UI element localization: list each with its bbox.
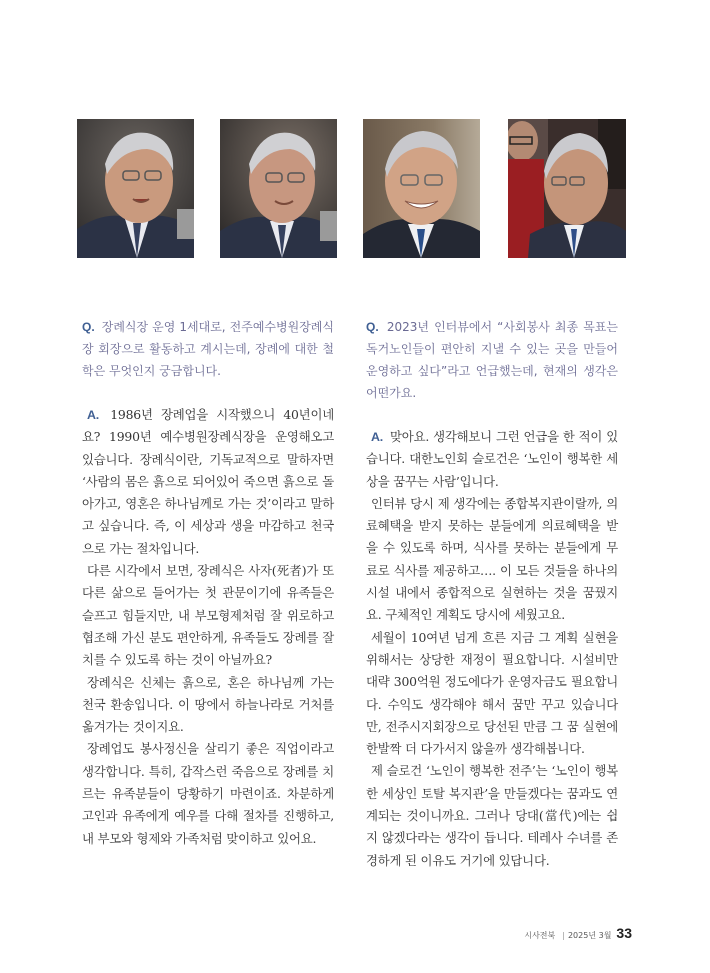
question-2-text: 2023년 인터뷰에서 “사회봉사 최종 목표는 독거노인들이 편안히 지낼 수 있는 곳을 만들어 운영하고 싶다”라고 언급했는데, 현재의 생각은 어떤가요. bbox=[366, 320, 618, 400]
question-1-text: 장례식장 운영 1세대로, 전주예수병원장례식장 회장으로 활동하고 계시는데, 장례에 대한 철학은 무엇인지 궁금합니다. bbox=[82, 320, 334, 378]
q-label: Q. bbox=[366, 320, 379, 334]
answer-2-paragraph bbox=[366, 493, 618, 627]
answer-2-paragraph bbox=[366, 627, 618, 761]
question-1 bbox=[82, 316, 334, 382]
q-label: Q. bbox=[82, 320, 95, 334]
answer-2-text: 제 슬로건 ‘노인이 행복한 전주’는 ‘노인이 행복한 세상인 토탈 복지관’을 만들겠다는 꿈과도 연계되는 것이니까요. 그러나 당대(當代)에는 쉽지 않겠다라는 생각이 듭니다. 테레사 수녀를 존경하게 된 이유도 거기에 있답니다. bbox=[366, 763, 618, 868]
a-label: A. bbox=[371, 430, 383, 444]
question-2 bbox=[366, 316, 618, 404]
answer-1-text: 장례업도 봉사정신을 살리기 좋은 직업이라고 생각합니다. 특히, 갑작스런 죽음으로 장례를 치르는 유족분들이 당황하기 마련이죠. 차분하게 고인과 유족에게 예우를 다해 절차를 진행하고, 내 부모와 형제와 가족처럼 맞이하고 있어요. bbox=[82, 741, 334, 846]
answer-2-paragraph bbox=[366, 426, 618, 493]
answer-1-text: 장례식은 신체는 흙으로, 혼은 하나님께 가는 천국 환송입니다. 이 땅에서 하늘나라로 거처를 옮겨가는 것이지요. bbox=[82, 674, 334, 735]
page-number: 33 bbox=[616, 925, 632, 941]
answer-1-paragraph bbox=[82, 672, 334, 739]
photo-profile bbox=[508, 119, 626, 258]
photo-smiling bbox=[363, 119, 480, 258]
issue-date: 2025년 3월 bbox=[567, 931, 612, 940]
interview-column-left bbox=[82, 316, 334, 850]
answer-1-paragraph bbox=[82, 560, 334, 671]
photo-speaking-1 bbox=[77, 119, 194, 258]
answer-2-text: 세월이 10여년 넘게 흐른 지금 그 계획 실현을 위해서는 상당한 재정이 필요합니다. 시설비만 대략 300억원 정도에다가 운영자금도 필요합니다. 수익도 생각해야 해서 꿈만 꾸고 있습니다만, 전주시지회장으로 당선된 만큼 그 꿈 실현에 한발짝 더 다가서지 않을까 생각해봅니다. bbox=[366, 629, 618, 757]
page-footer bbox=[524, 925, 632, 941]
answer-1-text: 1986년 장례업을 시작했으니 40년이네요? 1990년 예수병원장례식장을 운영해오고 있습니다. 장례식이란, 기독교적으로 말하자면 ‘사람의 몸은 흙으로 되어있어 죽으면 흙으로 돌아가고, 영혼은 하나님께로 가는 것’이라고 말하고 싶습니다. 즉, 이 세상과 생을 마감하고 천국으로 가는 절차입니다. bbox=[82, 407, 334, 556]
photo-speaking-2 bbox=[220, 119, 337, 258]
answer-1-paragraph bbox=[82, 404, 334, 560]
magazine-name: 시사전북 bbox=[524, 931, 556, 940]
answer-2-paragraph bbox=[366, 760, 618, 871]
footer-divider: | bbox=[562, 931, 565, 940]
answer-1-paragraph bbox=[82, 738, 334, 849]
answer-2-text: 맞아요. 생각해보니 그런 언급을 한 적이 있습니다. 대한노인회 슬로건은 ‘노인이 행복한 세상을 꿈꾸는 사람’입니다. bbox=[366, 429, 618, 489]
answer-2-text: 인터뷰 당시 제 생각에는 종합복지관이랄까, 의료혜택을 받지 못하는 분들에게 의료혜택을 받을 수 있도록 하며, 식사를 못하는 분들에게 무료로 식사를 제공하고…. 이 모든 것들을 하나의 시설 내에서 종합적으로 실현하는 것을 꿈꿨지요. 구체적인 계획도 당시에 세웠고요. bbox=[366, 495, 618, 623]
a-label: A. bbox=[87, 408, 99, 422]
answer-1-text: 다른 시각에서 보면, 장례식은 사자(死者)가 또 다른 삶으로 들어가는 첫 관문이기에 유족들은 슬프고 힘들지만, 내 부모형제처럼 잘 위로하고 협조해 가신 분도 편안하게, 유족들도 장례를 잘 치를 수 있도록 하는 것이 아닐까요? bbox=[82, 563, 334, 668]
interview-column-right bbox=[366, 316, 618, 872]
